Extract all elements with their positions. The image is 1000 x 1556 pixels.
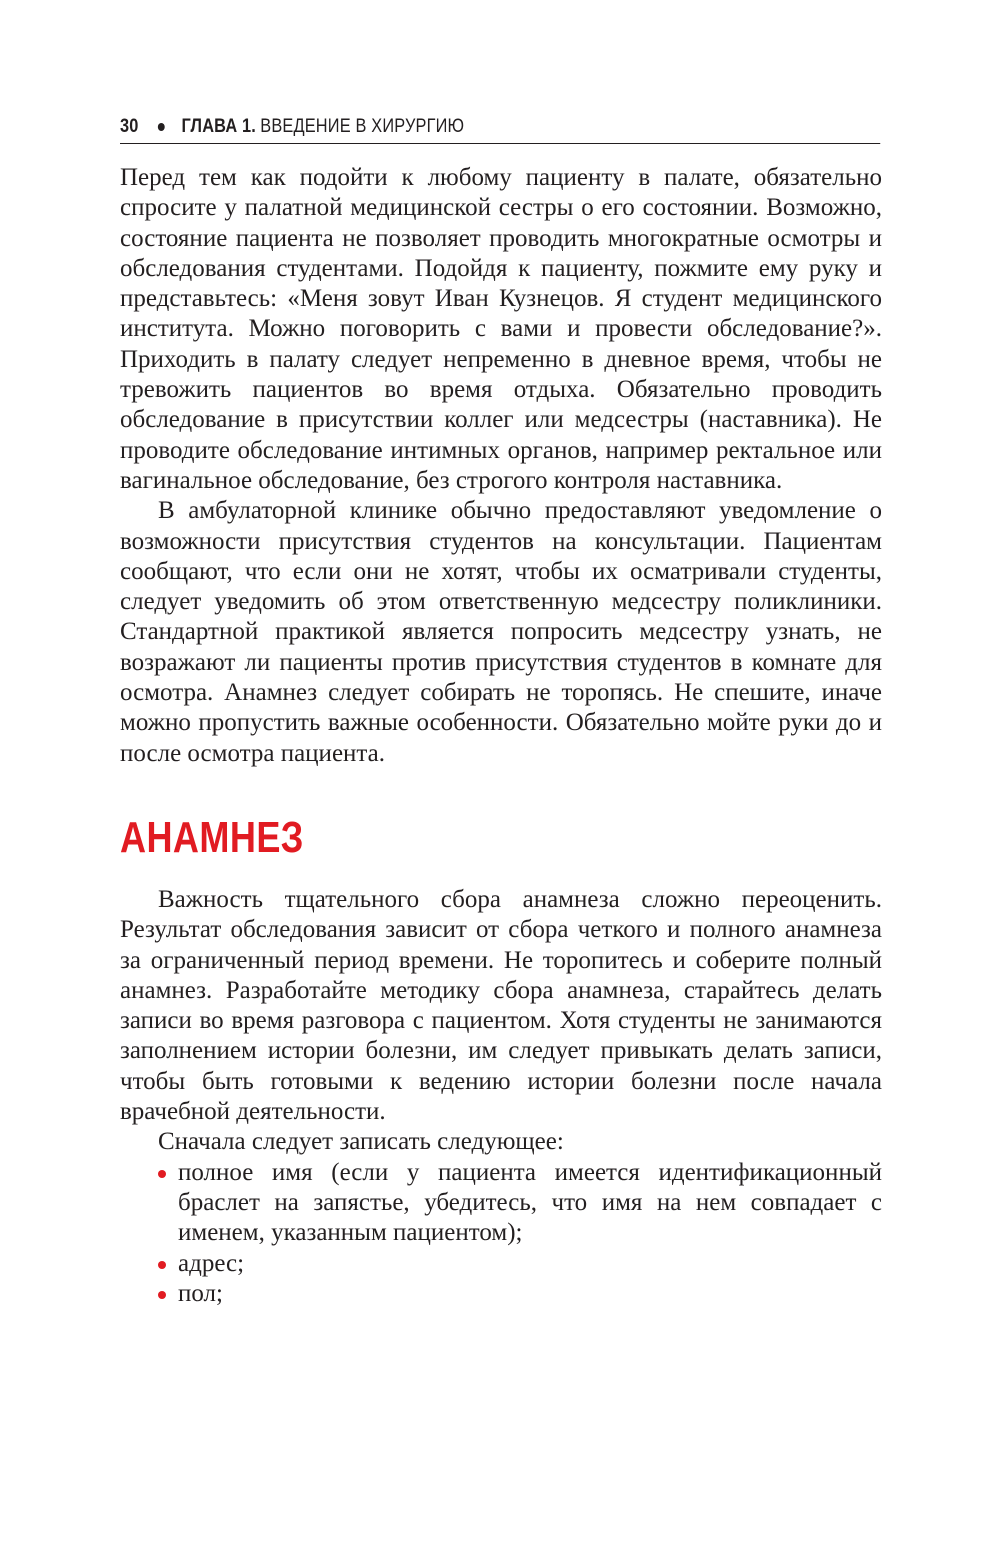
bullet-list: [120, 1158, 882, 1309]
page-number: 30: [120, 115, 139, 137]
header-bullet-icon: [157, 123, 164, 131]
running-header: [120, 110, 880, 144]
paragraph-visit-patient: Перед тем как подойти к любому пациенту в палате, обязательно спросите у палатной медицинской сестры о его состоянии. Возможно, состояние пациента не позволяет проводить многократные осмотры и обследования студентами. Подойдя к пациенту, пожмите ему руку и представьтесь: «Меня зовут Иван Кузнецов. Я студент медицинского института. Можно поговорить с вами и провести обследование?». Приходить в палату следует непременно в дневное время, чтобы не тревожить пациентов во время отдыха. Обязательно проводить обследование в присутствии коллег или медсестры (наставника). Не проводите обследование интимных органов, например ректальное или вагинальное обследование, без строгого контроля наставника.: [120, 164, 882, 494]
list-item-text: адрес;: [178, 1249, 245, 1277]
bullet-icon: [158, 1291, 166, 1299]
paragraph-anamnesis-importance: Важность тщательного сбора анамнеза сложно переоценить. Результат обследования зависит от сбора четкого и полного анамнеза за ограниченный период времени. Не торопитесь и соберите полный анамнез. Разработайте методику сбора анамнеза, старайтесь делать записи во время разговора с пациентом. Хотя студенты не занимаются заполнением истории болезни, им следует привыкать делать записи, чтобы быть готовыми к ведению истории болезни после начала врачебной деятельности.: [120, 885, 882, 1126]
paragraph-outpatient-clinic: В амбулаторной клинике обычно предоставляют уведомление о возможности присутствия студентов на консультации. Пациентам сообщают, что если они не хотят, чтобы их осматривали студенты, следует уведомить об этом ответственную медсестру поликлиники. Стандартной практикой является попросить медсестру узнать, не возражают ли пациенты против присутствия студентов в комнате для осмотра. Анамнез следует собирать не торопясь. Не спешите, иначе можно пропустить важные особенности. Обязательно мойте руки до и после осмотра пациента.: [120, 497, 882, 767]
book-page: [120, 110, 882, 1309]
list-item: [120, 1158, 882, 1249]
section-heading: АНАМНЕЗ: [120, 812, 304, 862]
chapter-label: ГЛАВА 1.: [181, 115, 256, 137]
chapter-title: ВВЕДЕНИЕ В ХИРУРГИЮ: [260, 115, 465, 137]
list-item-text: полное имя (если у пациента имеется идентификационный браслет на запястье, убедитесь, что имя на нем совпадает с именем, указанным пациентом);: [178, 1158, 882, 1247]
list-item-text: пол;: [178, 1279, 223, 1307]
bullet-icon: [158, 1261, 166, 1269]
bullet-icon: [158, 1170, 166, 1178]
list-item: [120, 1279, 882, 1309]
list-lead-in: Сначала следует записать следующее:: [158, 1128, 564, 1156]
list-item: [120, 1249, 882, 1279]
